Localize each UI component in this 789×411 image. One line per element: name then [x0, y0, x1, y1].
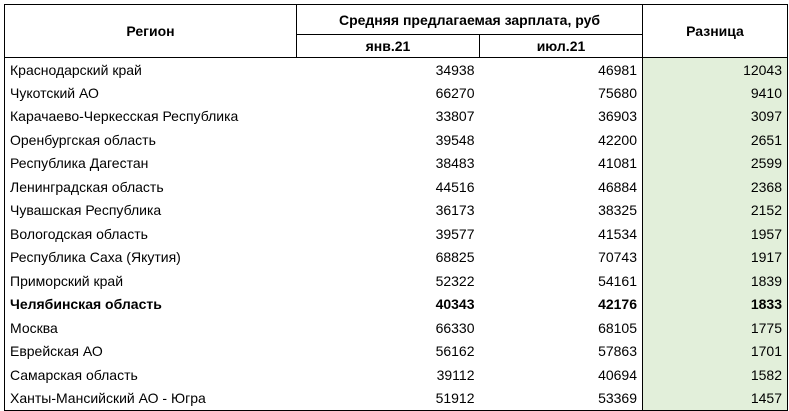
jul-value-cell: 41534 — [480, 222, 643, 246]
difference-cell: 1701 — [643, 340, 788, 364]
table-row — [5, 128, 788, 152]
difference-cell: 1917 — [643, 246, 788, 270]
jul-value-cell: 53369 — [480, 387, 643, 411]
region-cell: Ханты-Мансийский АО - Югра — [5, 387, 297, 411]
jul-value-cell: 41081 — [480, 152, 643, 176]
jul-value-cell: 54161 — [480, 269, 643, 293]
table-row — [5, 58, 788, 82]
column-header-difference: Разница — [643, 5, 788, 58]
region-cell: Оренбургская область — [5, 128, 297, 152]
jan-value-cell: 66330 — [435, 319, 475, 336]
region-cell: Еврейская АО — [5, 340, 297, 364]
jul-value-cell: 38325 — [480, 199, 643, 223]
difference-cell: 2368 — [643, 175, 788, 199]
region-cell: Карачаево-Черкесская Республика — [5, 105, 297, 129]
region-cell: Приморский край — [5, 269, 297, 293]
salary-table — [4, 4, 788, 411]
jul-value-cell: 75680 — [480, 81, 643, 105]
salary-table-sheet — [4, 4, 788, 411]
difference-cell: 12043 — [643, 58, 788, 82]
difference-cell: 1833 — [643, 293, 788, 317]
jul-value-cell: 46884 — [480, 175, 643, 199]
jan-value-cell: 39112 — [436, 366, 475, 383]
table-row — [5, 199, 788, 223]
region-cell: Республика Саха (Якутия) — [5, 246, 297, 270]
table-row — [5, 363, 788, 387]
difference-cell: 1457 — [643, 387, 788, 411]
jan-value-cell: 52322 — [435, 272, 475, 289]
difference-cell: 1839 — [643, 269, 788, 293]
jan-value-cell: 66270 — [435, 84, 475, 101]
region-cell: Чувашская Республика — [5, 199, 297, 223]
jan-value-cell: 56162 — [435, 343, 475, 360]
column-header-region: Регион — [5, 5, 297, 58]
difference-cell: 9410 — [643, 81, 788, 105]
column-header-jan: янв.21 — [297, 35, 480, 58]
jan-value-cell: 39577 — [435, 225, 475, 242]
jan-value-cell: 33807 — [435, 108, 475, 125]
table-header — [5, 5, 788, 58]
difference-cell: 2651 — [643, 128, 788, 152]
region-cell: Ленинградская область — [5, 175, 297, 199]
table-row — [5, 340, 788, 364]
jan-value-cell: 44516 — [435, 178, 475, 195]
difference-cell: 3097 — [643, 105, 788, 129]
jan-value-cell: 39548 — [435, 131, 475, 148]
table-body — [5, 58, 788, 411]
region-cell: Вологодская область — [5, 222, 297, 246]
jan-value-cell: 38483 — [435, 155, 475, 172]
region-cell: Чукотский АО — [5, 81, 297, 105]
table-row — [5, 316, 788, 340]
jul-value-cell: 68105 — [480, 316, 643, 340]
table-row — [5, 152, 788, 176]
jul-value-cell: 42176 — [480, 293, 643, 317]
jul-value-cell: 46981 — [480, 58, 643, 82]
jul-value-cell: 57863 — [480, 340, 643, 364]
difference-cell: 2599 — [643, 152, 788, 176]
jul-value-cell: 70743 — [480, 246, 643, 270]
jul-value-cell: 36903 — [480, 105, 643, 129]
jan-value-cell: 51912 — [297, 387, 480, 411]
difference-cell: 1957 — [643, 222, 788, 246]
table-row — [5, 387, 788, 411]
table-row — [5, 246, 788, 270]
region-cell: Москва — [5, 316, 297, 340]
jan-value-cell: 68825 — [435, 249, 475, 266]
jul-value-cell: 42200 — [480, 128, 643, 152]
table-row — [5, 175, 788, 199]
jan-value-cell: 40343 — [435, 296, 475, 313]
jan-value-cell: 36173 — [435, 202, 475, 219]
region-cell: Челябинская область — [5, 293, 297, 317]
table-row — [5, 222, 788, 246]
table-row — [5, 105, 788, 129]
region-cell: Краснодарский край — [5, 58, 297, 82]
difference-cell: 2152 — [643, 199, 788, 223]
table-row — [5, 293, 788, 317]
jan-value-cell: 34938 — [435, 61, 475, 78]
table-row — [5, 269, 788, 293]
region-cell: Самарская область — [5, 363, 297, 387]
jul-value-cell: 40694 — [480, 363, 643, 387]
table-row — [5, 81, 788, 105]
column-header-jul: июл.21 — [480, 35, 643, 58]
column-group-header-salary: Средняя предлагаемая зарплата, руб — [297, 5, 643, 35]
region-cell: Республика Дагестан — [5, 152, 297, 176]
difference-cell: 1775 — [643, 316, 788, 340]
difference-cell: 1582 — [643, 363, 788, 387]
